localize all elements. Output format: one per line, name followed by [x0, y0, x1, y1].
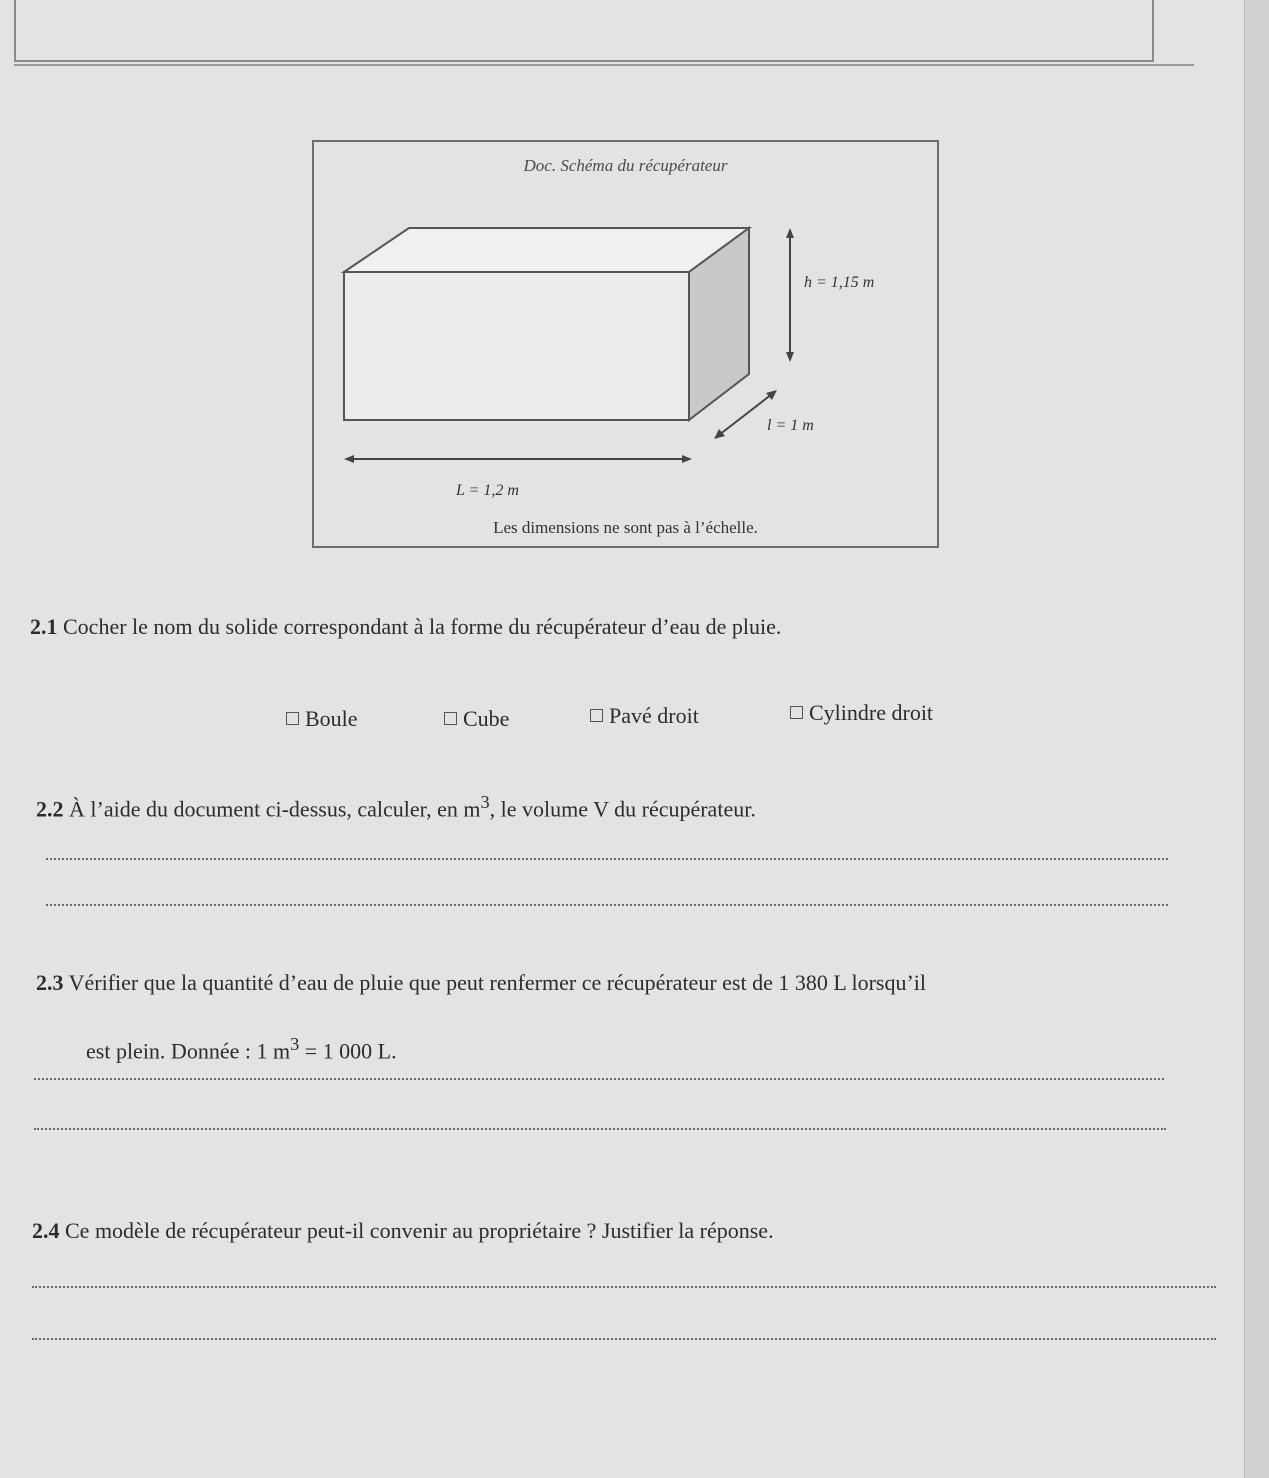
width-label: l = 1 m [767, 417, 814, 434]
question-text-end: = 1 000 L. [299, 1038, 397, 1064]
header-frame [14, 0, 1154, 62]
checkbox-icon[interactable] [444, 712, 457, 725]
option-label: Pavé droit [609, 703, 699, 728]
question-number: 2.4 [32, 1218, 60, 1243]
question-text-end: , le volume V du récupérateur. [489, 796, 756, 822]
question-2-3 [36, 970, 926, 996]
page-edge [1244, 0, 1269, 1478]
question-number: 2.2 [36, 796, 64, 822]
question-2-4 [32, 1218, 774, 1244]
answer-line[interactable] [34, 1078, 1164, 1080]
question-text: Ce modèle de récupérateur peut-il convenir au propriétaire ? Justifier la réponse. [65, 1218, 774, 1243]
answer-line[interactable] [34, 1128, 1166, 1130]
option-label: Cylindre droit [809, 700, 934, 725]
box-diagram [314, 142, 941, 550]
doc-title: Doc. Schéma du récupérateur [523, 156, 728, 175]
option-label: Cube [463, 706, 510, 731]
exponent: 3 [290, 1034, 300, 1054]
question-text: Cocher le nom du solide correspondant à la forme du récupérateur d’eau de pluie. [63, 614, 782, 639]
question-2-1 [30, 614, 781, 640]
option-boule[interactable] [286, 706, 358, 732]
checkbox-icon[interactable] [790, 706, 803, 719]
header-divider [14, 64, 1194, 66]
option-cube[interactable] [444, 706, 509, 732]
option-pave-droit[interactable] [590, 703, 699, 729]
answer-line[interactable] [32, 1338, 1216, 1340]
length-label: L = 1,2 m [456, 482, 519, 499]
height-label: h = 1,15 m [804, 274, 875, 291]
answer-line[interactable] [32, 1286, 1216, 1288]
box-top-face [344, 228, 749, 272]
schema-document [312, 140, 939, 548]
question-2-3-line2 [86, 1034, 397, 1064]
box-front-face [344, 272, 689, 420]
answer-line[interactable] [46, 904, 1168, 906]
answer-line[interactable] [46, 858, 1168, 860]
depth-arrow [719, 394, 772, 435]
question-text: est plein. Donnée : 1 m [86, 1038, 291, 1064]
question-number: 2.3 [36, 970, 64, 995]
checkbox-icon[interactable] [590, 709, 603, 722]
option-cylindre-droit[interactable] [790, 700, 933, 726]
exponent: 3 [480, 792, 490, 812]
question-number: 2.1 [30, 614, 58, 639]
scale-note: Les dimensions ne sont pas à l’échelle. [493, 518, 758, 537]
question-text: À l’aide du document ci-dessus, calculer, en m [69, 796, 481, 822]
checkbox-icon[interactable] [286, 712, 299, 725]
question-2-2 [36, 792, 756, 822]
option-label: Boule [305, 706, 358, 731]
question-text: Vérifier que la quantité d’eau de pluie que peut renfermer ce récupérateur est de 1 380 L lorsqu’il [68, 970, 927, 995]
